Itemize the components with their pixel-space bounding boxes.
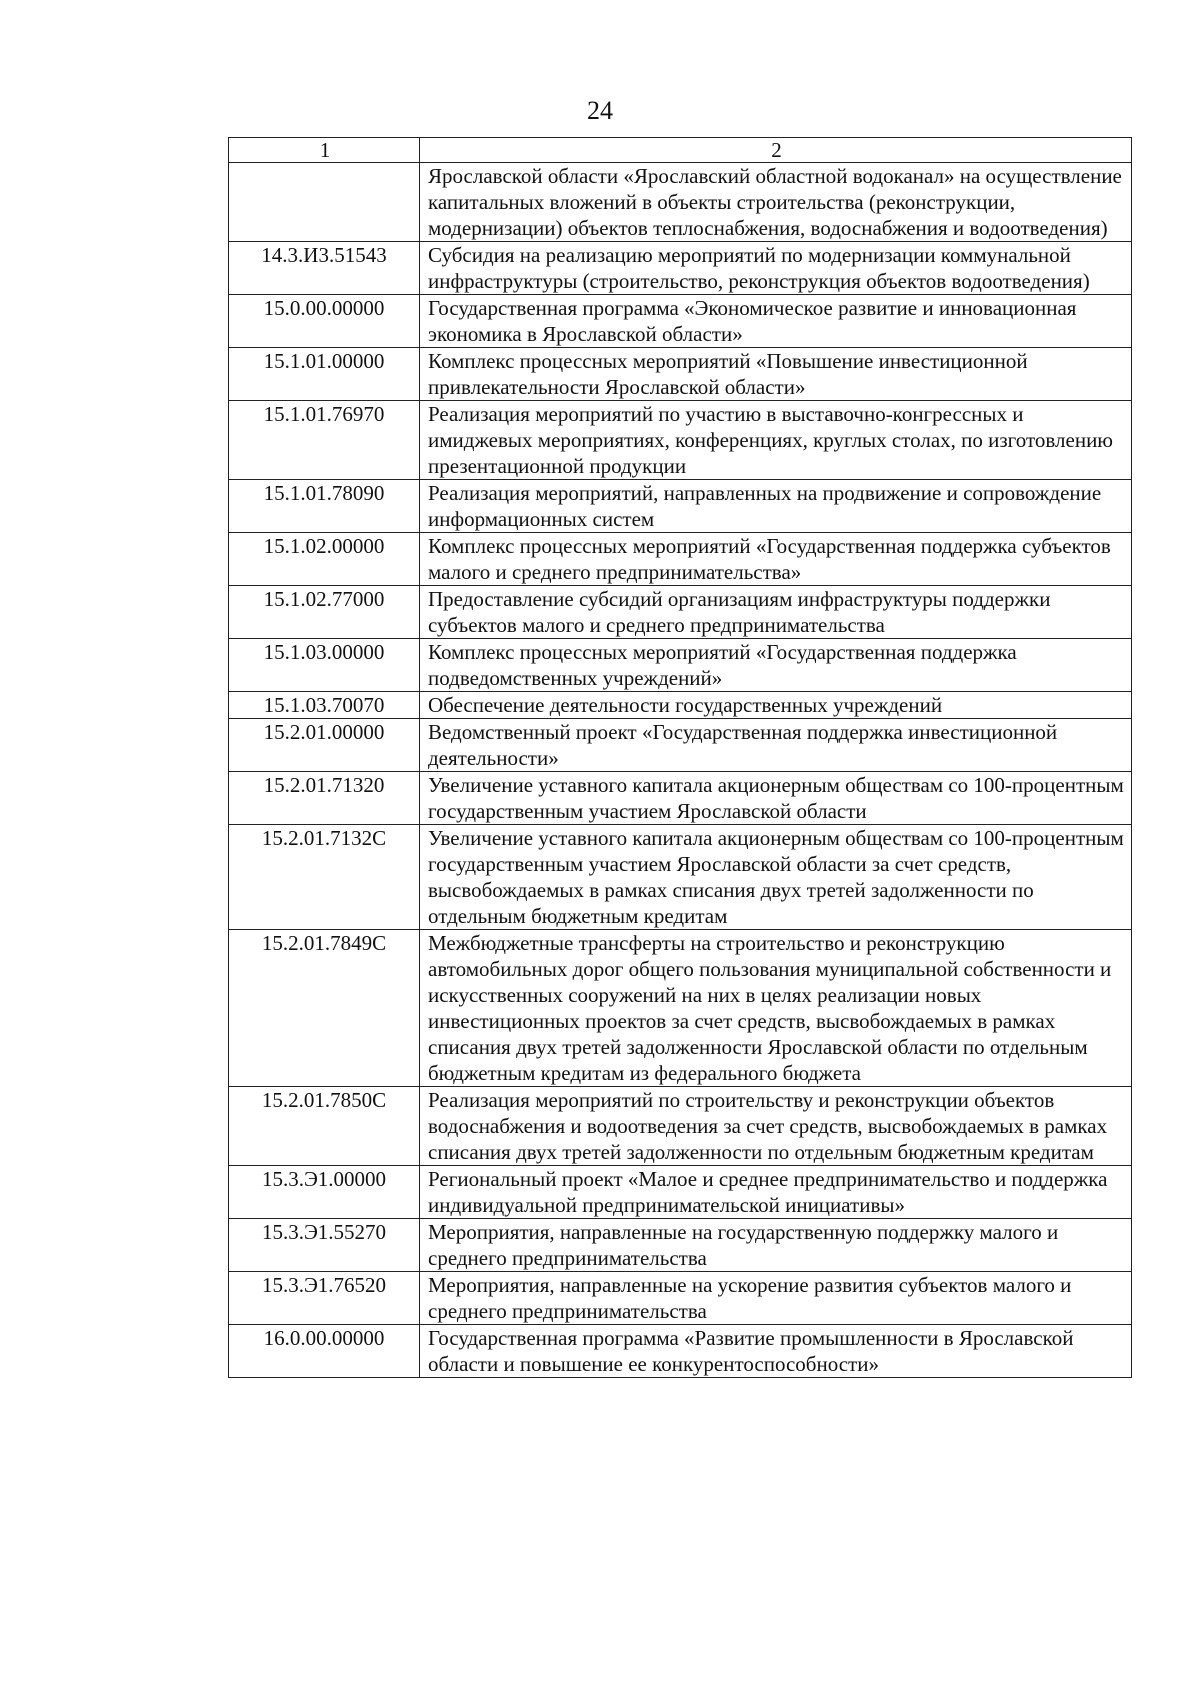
row-code: 15.1.01.76970 bbox=[229, 401, 420, 480]
table-row bbox=[229, 1325, 1132, 1378]
row-description: Увеличение уставного капитала акционерным обществам со 100-процентным государственным участием Ярославской области за счет средств, высвобождаемых в рамках списания двух третей задолженности по отдельным бюджетным кредитам bbox=[420, 825, 1132, 930]
table-row bbox=[229, 772, 1132, 825]
row-description: Комплекс процессных мероприятий «Повышение инвестиционной привлекательности Ярославской области» bbox=[420, 348, 1132, 401]
table-row bbox=[229, 295, 1132, 348]
table-row bbox=[229, 1272, 1132, 1325]
column-header-description: 2 bbox=[420, 138, 1132, 163]
table-header-row bbox=[229, 138, 1132, 163]
table-row bbox=[229, 1219, 1132, 1272]
row-description: Государственная программа «Развитие промышленности в Ярославской области и повышение ее конкурентоспособности» bbox=[420, 1325, 1132, 1378]
table-row bbox=[229, 639, 1132, 692]
row-description: Региональный проект «Малое и среднее предпринимательство и поддержка индивидуальной предпринимательской инициативы» bbox=[420, 1166, 1132, 1219]
table-body bbox=[229, 163, 1132, 1378]
row-code: 15.3.Э1.76520 bbox=[229, 1272, 420, 1325]
row-code: 14.3.И3.51543 bbox=[229, 242, 420, 295]
row-code: 15.2.01.7849С bbox=[229, 930, 420, 1087]
table-row bbox=[229, 348, 1132, 401]
row-code: 15.1.02.00000 bbox=[229, 533, 420, 586]
row-description: Ведомственный проект «Государственная поддержка инвестиционной деятельности» bbox=[420, 719, 1132, 772]
row-code: 15.1.01.00000 bbox=[229, 348, 420, 401]
row-code: 15.2.01.71320 bbox=[229, 772, 420, 825]
column-header-code: 1 bbox=[229, 138, 420, 163]
row-description: Субсидия на реализацию мероприятий по модернизации коммунальной инфраструктуры (строительство, реконструкция объектов водоотведения) bbox=[420, 242, 1132, 295]
row-description: Мероприятия, направленные на государственную поддержку малого и среднего предпринимательства bbox=[420, 1219, 1132, 1272]
row-description: Мероприятия, направленные на ускорение развития субъектов малого и среднего предпринимательства bbox=[420, 1272, 1132, 1325]
table-row bbox=[229, 480, 1132, 533]
row-description: Межбюджетные трансферты на строительство и реконструкцию автомобильных дорог общего пользования муниципальной собственности и искусственных сооружений на них в целях реализации новых инвестиционных проектов за счет средств, высвобождаемых в рамках списания двух третей задолженности Ярославской области по отдельным бюджетным кредитам из федерального бюджета bbox=[420, 930, 1132, 1087]
row-code: 15.3.Э1.55270 bbox=[229, 1219, 420, 1272]
row-description: Комплекс процессных мероприятий «Государственная поддержка подведомственных учреждений» bbox=[420, 639, 1132, 692]
row-code: 15.0.00.00000 bbox=[229, 295, 420, 348]
table-row bbox=[229, 533, 1132, 586]
table-row bbox=[229, 1087, 1132, 1166]
table-row bbox=[229, 1166, 1132, 1219]
budget-classification-table bbox=[228, 137, 1132, 1378]
row-code: 15.3.Э1.00000 bbox=[229, 1166, 420, 1219]
row-description: Комплекс процессных мероприятий «Государственная поддержка субъектов малого и среднего предпринимательства» bbox=[420, 533, 1132, 586]
table-row bbox=[229, 930, 1132, 1087]
row-code: 15.1.02.77000 bbox=[229, 586, 420, 639]
row-code: 15.2.01.00000 bbox=[229, 719, 420, 772]
row-code: 15.2.01.7850С bbox=[229, 1087, 420, 1166]
table-row bbox=[229, 692, 1132, 719]
row-code: 15.1.03.70070 bbox=[229, 692, 420, 719]
row-description: Предоставление субсидий организациям инфраструктуры поддержки субъектов малого и среднего предпринимательства bbox=[420, 586, 1132, 639]
table-row bbox=[229, 163, 1132, 242]
row-description: Государственная программа «Экономическое развитие и инновационная экономика в Ярославской области» bbox=[420, 295, 1132, 348]
row-description: Реализация мероприятий, направленных на продвижение и сопровождение информационных систем bbox=[420, 480, 1132, 533]
row-code: 15.1.01.78090 bbox=[229, 480, 420, 533]
row-code: 15.2.01.7132С bbox=[229, 825, 420, 930]
row-code bbox=[229, 163, 420, 242]
row-code: 16.0.00.00000 bbox=[229, 1325, 420, 1378]
row-code: 15.1.03.00000 bbox=[229, 639, 420, 692]
row-description: Увеличение уставного капитала акционерным обществам со 100-процентным государственным участием Ярославской области bbox=[420, 772, 1132, 825]
table-row bbox=[229, 825, 1132, 930]
row-description: Ярославской области «Ярославский областной водоканал» на осуществление капитальных вложений в объекты строительства (реконструкции, модернизации) объектов теплоснабжения, водоснабжения и водоотведения) bbox=[420, 163, 1132, 242]
table-row bbox=[229, 586, 1132, 639]
table-row bbox=[229, 242, 1132, 295]
row-description: Реализация мероприятий по строительству и реконструкции объектов водоснабжения и водоотведения за счет средств, высвобождаемых в рамках списания двух третей задолженности по отдельным бюджетным кредитам bbox=[420, 1087, 1132, 1166]
row-description: Реализация мероприятий по участию в выставочно-конгрессных и имиджевых мероприятиях, конференциях, круглых столах, по изготовлению презентационной продукции bbox=[420, 401, 1132, 480]
page-number: 24 bbox=[587, 96, 613, 125]
table-row bbox=[229, 719, 1132, 772]
table-row bbox=[229, 401, 1132, 480]
row-description: Обеспечение деятельности государственных учреждений bbox=[420, 692, 1132, 719]
